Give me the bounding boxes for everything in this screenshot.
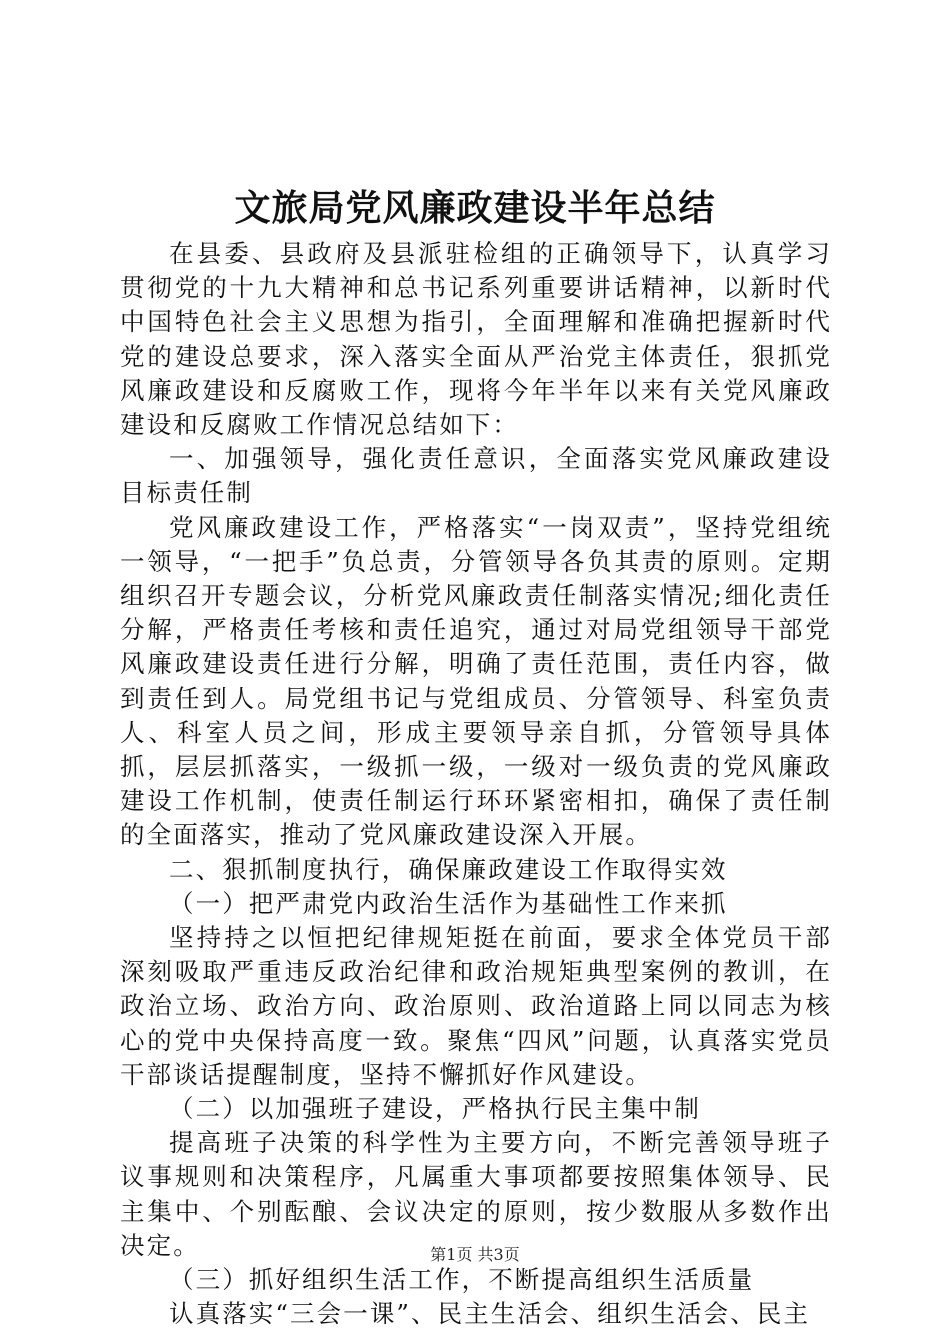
section-heading-2: 二、狠抓制度执行，确保廉政建设工作取得实效 — [169, 854, 728, 884]
document-body — [120, 237, 832, 1332]
subsection-3-paragraph: 认真落实“三会一课”、民主生活会、组织生活会、民主 — [169, 1299, 811, 1329]
section-heading-1: 一、加强领导，强化责任意识，全面落实党风廉政建设目标责任制 — [120, 444, 832, 508]
page-number-footer: 第1页 共3页 — [430, 1245, 520, 1264]
subsection-heading-2: （二）以加强班子建设，严格执行民主集中制 — [169, 1094, 701, 1124]
subsection-heading-3: （三）抓好组织生活工作，不断提高组织生活质量 — [169, 1265, 755, 1295]
intro-paragraph: 在县委、县政府及县派驻检组的正确领导下，认真学习贯彻党的十九大精神和总书记系列重要讲话精神，以新时代中国特色社会主义思想为指引，全面理解和准确把握新时代党的建设总要求，深入落实全面从严治党主体责任，狠抓党风廉政建设和反腐败工作，现将今年半年以来有关党风廉政建设和反腐败工作情况总结如下： — [120, 239, 832, 440]
document-title: 文旅局党风廉政建设半年总结 — [234, 187, 716, 229]
subsection-heading-1: （一）把严肃党内政治生活作为基础性工作来抓 — [169, 888, 728, 918]
subsection-1-paragraph: 坚持持之以恒把纪律规矩挺在前面，要求全体党员干部深刻吸取严重违反政治纪律和政治规矩典型案例的教训，在政治立场、政治方向、政治原则、政治道路上同以同志为核心的党中央保持高度一致。聚焦“四风”问题，认真落实党员干部谈话提醒制度，坚持不懈抓好作风建设。 — [120, 923, 832, 1089]
subsection-2-paragraph: 提高班子决策的科学性为主要方向，不断完善领导班子议事规则和决策程序，凡属重大事项都要按照集体领导、民主集中、个别酝酿、会议决定的原则，按少数服从多数作出决定。 — [120, 1128, 832, 1260]
section-1-paragraph: 党风廉政建设工作，严格落实“一岗双责”，坚持党组统一领导，“一把手”负总责，分管领导各负其责的原则。定期组织召开专题会议，分析党风廉政责任制落实情况;细化责任分解，严格责任考核和责任追究，通过对局党组领导干部党风廉政建设责任进行分解，明确了责任范围，责任内容，做到责任到人。局党组书记与党组成员、分管领导、科室负责人、科室人员之间，形成主要领导亲自抓，分管领导具体抓，层层抓落实，一级抓一级，一级对一级负责的党风廉政建设工作机制，使责任制运行环环紧密相扣，确保了责任制的全面落实，推动了党风廉政建设深入开展。 — [120, 512, 832, 850]
